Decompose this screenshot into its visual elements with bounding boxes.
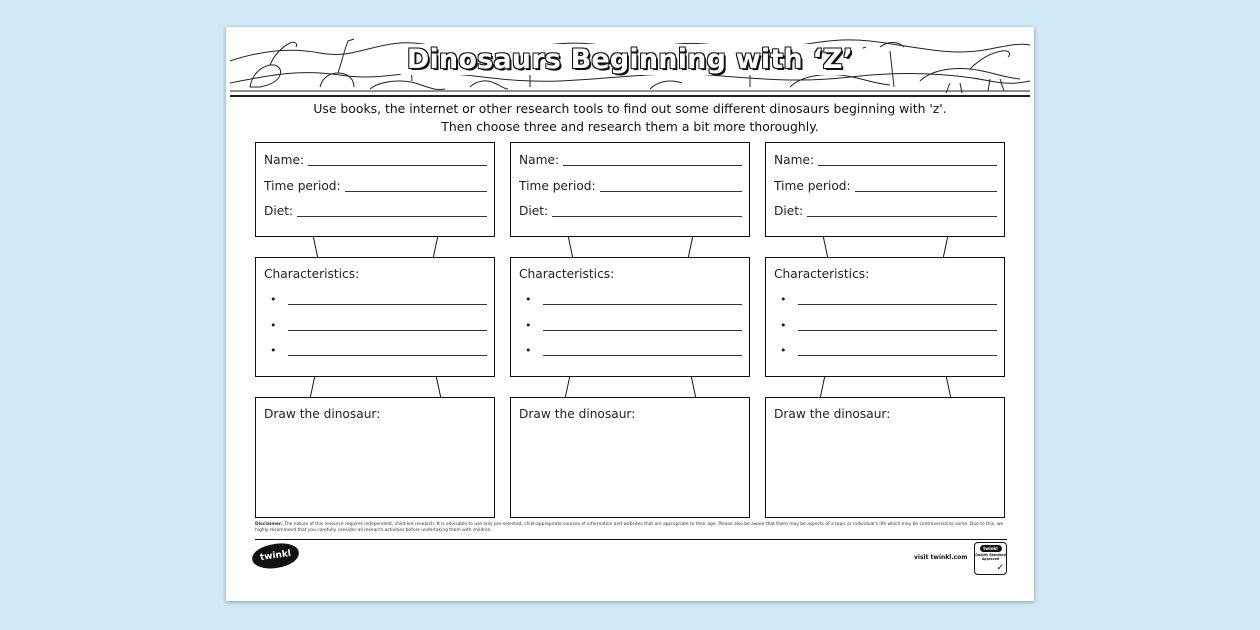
connector-line [688,237,693,257]
time-period-field-1[interactable] [264,178,487,194]
bullet-icon: • [270,293,277,306]
connector-line [568,237,573,257]
characteristics-box-1 [255,257,495,377]
bullet-icon: • [525,293,532,306]
name-field-1[interactable] [264,152,487,168]
characteristic-field[interactable] [780,291,997,307]
quality-standard-badge [974,542,1007,575]
instructions [246,100,1014,136]
connector-line [943,237,948,257]
connector-line [820,377,825,397]
connector-line [433,237,438,257]
characteristic-field[interactable] [525,291,742,307]
time-period-label: Time period: [774,179,851,193]
bullet-icon: • [525,344,532,357]
writing-line [288,320,487,331]
connector-line [313,237,318,257]
draw-label: Draw the dinosaur: [519,407,636,421]
worksheet-page [226,27,1034,601]
characteristic-field[interactable] [525,317,742,333]
checkmark-icon: ✓ [996,563,1004,573]
characteristics-label: Characteristics: [774,267,870,281]
bullet-icon: • [270,344,277,357]
characteristics-box-3 [765,257,1005,377]
footer-divider [255,539,1007,540]
bullet-icon: • [780,344,787,357]
writing-line [345,181,487,192]
draw-label: Draw the dinosaur: [774,407,891,421]
connector-line [310,377,315,397]
diet-label: Diet: [774,204,804,218]
writing-line [552,206,742,217]
time-period-label: Time period: [264,179,341,193]
bullet-icon: • [780,293,787,306]
bullet-icon: • [780,319,787,332]
connector-line [823,237,828,257]
disclaimer-text: The nature of this resource requires independent, child-led research. It is advisable to use only pre-selected, child-appropriate sources of information and websites that are appropriate to their age. Please also be aware that there may be aspects of a topic or individual's life which may be controversial to some. Due to this, we highly recommend that you carefully consider all research activities before undertaking them with children. [255,522,1004,534]
drawing-box-2[interactable] [510,397,750,518]
writing-line [308,155,487,166]
name-label: Name: [519,153,560,167]
connector-line [565,377,570,397]
writing-line [543,345,742,356]
characteristics-box-2 [510,257,750,377]
writing-line [543,294,742,305]
drawing-box-3[interactable] [765,397,1005,518]
characteristic-field[interactable] [270,317,487,333]
connector-line [691,377,696,397]
characteristic-field[interactable] [780,342,997,358]
writing-line [807,206,997,217]
badge-title: twinkl [980,545,1002,552]
diet-label: Diet: [519,204,549,218]
page-title-text: Dinosaurs Beginning with ‘Z’ [397,44,863,75]
time-period-field-2[interactable] [519,178,742,194]
disclaimer-label: Disclaimer: [255,522,283,527]
name-field-2[interactable] [519,152,742,168]
bullet-icon: • [525,319,532,332]
diet-field-2[interactable] [519,203,742,219]
drawing-box-1[interactable] [255,397,495,518]
badge-line-1: Quality Standard [975,553,1006,557]
bullet-icon: • [270,319,277,332]
characteristics-label: Characteristics: [519,267,615,281]
info-box-2 [510,142,750,237]
characteristic-field[interactable] [780,317,997,333]
diet-field-3[interactable] [774,203,997,219]
writing-line [855,181,997,192]
writing-line [288,294,487,305]
info-box-1 [255,142,495,237]
writing-line [818,155,997,166]
instructions-line-1: Use books, the internet or other research tools to find out some different dinosaurs beginning with 'z'. [313,101,947,116]
writing-line [288,345,487,356]
disclaimer [255,522,1007,534]
connector-line [946,377,951,397]
characteristic-field[interactable] [270,342,487,358]
badge-line-2: Approved [981,557,1000,561]
name-label: Name: [264,153,305,167]
visit-link[interactable]: visit twinkl.com [914,554,968,561]
writing-line [600,181,742,192]
instructions-line-2: Then choose three and research them a bit more thoroughly. [441,119,819,134]
characteristics-label: Characteristics: [264,267,360,281]
twinkl-logo[interactable] [251,541,301,571]
writing-line [798,294,997,305]
writing-line [543,320,742,331]
dinosaur-banner [230,31,1030,97]
page-title [230,44,1030,75]
logo-text: twinkl [259,548,292,564]
characteristic-field[interactable] [525,342,742,358]
info-box-3 [765,142,1005,237]
writing-line [798,320,997,331]
time-period-field-3[interactable] [774,178,997,194]
writing-line [297,206,487,217]
name-label: Name: [774,153,815,167]
diet-label: Diet: [264,204,294,218]
diet-field-1[interactable] [264,203,487,219]
connector-line [436,377,441,397]
writing-line [563,155,742,166]
characteristic-field[interactable] [270,291,487,307]
writing-line [798,345,997,356]
time-period-label: Time period: [519,179,596,193]
name-field-3[interactable] [774,152,997,168]
draw-label: Draw the dinosaur: [264,407,381,421]
